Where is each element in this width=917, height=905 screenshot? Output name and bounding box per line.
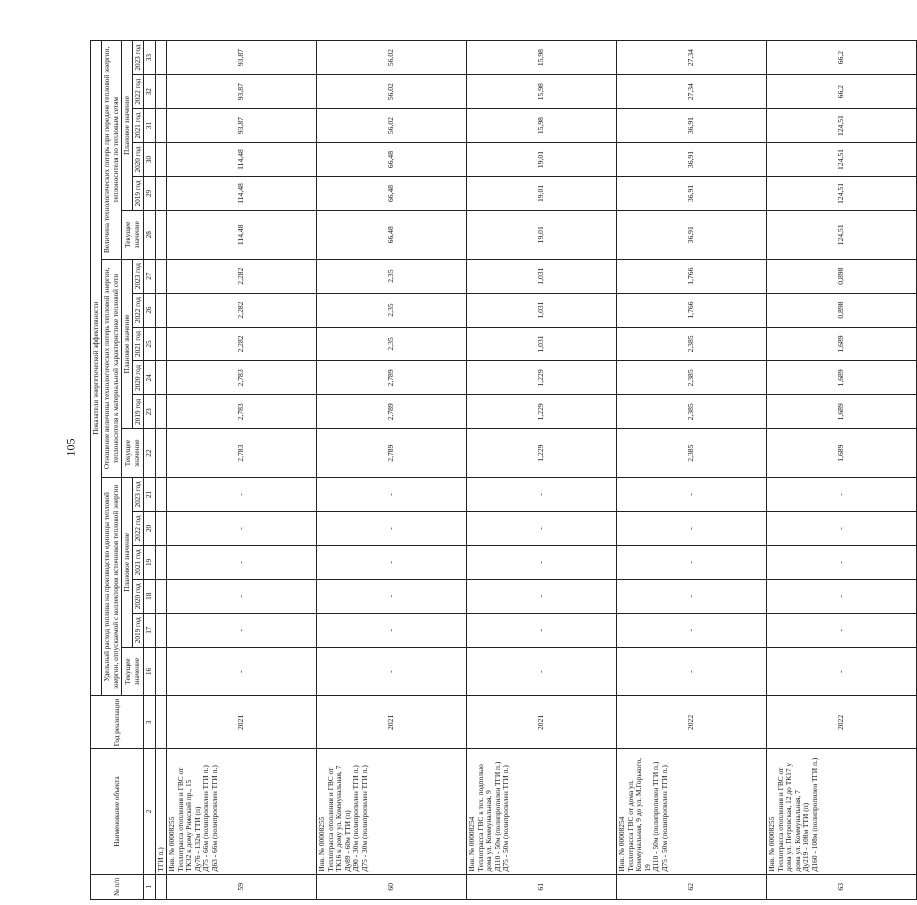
header-year: Год реализации [91,696,144,749]
value-cell: 1,031 [467,259,617,293]
value-cell: 15,98 [467,75,617,109]
value-cell: 1,689 [767,429,917,478]
value-cell: 36,91 [617,210,767,259]
header-losses-group: Величина технологических потерь при передаче тепловой энергии, теплоносителя по тепловым сетям [102,41,122,260]
implementation-year [155,696,167,749]
value-cell: 1,766 [617,259,767,293]
value-cell: - [617,545,767,579]
value-cell: 114,48 [167,143,317,177]
header-current: Текущее значение [121,429,144,478]
value-cell: 56,02 [317,75,467,109]
header-energy-group: Показатели энергетической эффективности [91,41,102,696]
value-cell [155,545,167,579]
value-cell: 56,02 [317,41,467,75]
value-cell: 1,031 [467,293,617,327]
column-number-cell: 24 [144,361,155,395]
value-cell: - [767,478,917,512]
value-cell: 27,34 [617,75,767,109]
header-year-cell: 2020 год [133,361,144,395]
implementation-year: 2022 [617,696,767,749]
value-cell: 1,229 [467,361,617,395]
value-cell: - [167,579,317,613]
value-cell [155,361,167,395]
value-cell: 2,282 [167,259,317,293]
column-number-cell: 29 [144,176,155,210]
value-cell: - [167,511,317,545]
value-cell: - [617,613,767,647]
value-cell: 1,689 [767,395,917,429]
page-number: 105 [63,438,78,457]
object-name: Инв. № 00008255 Теплотрасса отопления и ГВС от дома ул. Петровская, 12 до ТК17 у дома ул. Коммунальная, 7 Ду219 - 108м ТТИ (п) Д160 - 108м (полипропилен ТГИ п.) [767,749,917,874]
value-cell: - [167,613,317,647]
header-year-cell: 2022 год [133,293,144,327]
value-cell [155,41,167,75]
value-cell: 66,48 [317,210,467,259]
value-cell: - [767,579,917,613]
value-cell: 2,282 [167,293,317,327]
row-number: 61 [467,874,617,899]
column-number-cell: 31 [144,109,155,143]
row-number [155,874,167,899]
column-number-row [144,41,155,900]
column-number-cell: 18 [144,579,155,613]
header-year-cell: 2020 год [133,579,144,613]
value-cell: - [317,613,467,647]
column-number-cell: 26 [144,293,155,327]
column-number-cell: 33 [144,41,155,75]
column-number-cell: 23 [144,395,155,429]
value-cell: 19,01 [467,143,617,177]
implementation-year: 2022 [767,696,917,749]
header-name: Наименование объекта [91,749,144,874]
header-year-cell: 2019 год [133,176,144,210]
value-cell: 2,35 [317,293,467,327]
value-cell: 1,229 [467,429,617,478]
object-name: Инв. № 00008255 Теплотрасса отопления и ГВС от ТК16 к дому ул. Коммунальная, 7 Ду89 - 60м ТТИ (п) Д90 - 30м (полипропилен ТГИ п.) Д75 - 30м (полипропилен ТГИ п.) [317,749,467,874]
implementation-year: 2021 [167,696,317,749]
value-cell: - [317,647,467,696]
value-cell [155,75,167,109]
value-cell: 2,385 [617,327,767,361]
header-current: Текущее значение [121,210,144,259]
value-cell: 93,87 [167,109,317,143]
header-year-cell: 2022 год [133,75,144,109]
value-cell: - [617,647,767,696]
value-cell [155,176,167,210]
value-cell [155,395,167,429]
row-number: 63 [767,874,917,899]
value-cell: - [167,545,317,579]
value-cell: - [317,478,467,512]
value-cell: - [467,478,617,512]
value-cell: 36,91 [617,109,767,143]
implementation-year: 2021 [467,696,617,749]
value-cell: - [167,647,317,696]
value-cell [155,109,167,143]
value-cell: 124,51 [767,109,917,143]
table-row [155,41,167,900]
column-number-cell: 25 [144,327,155,361]
value-cell: 1,689 [767,361,917,395]
value-cell: 2,35 [317,259,467,293]
value-cell: 1,229 [467,395,617,429]
value-cell [155,647,167,696]
value-cell: - [767,545,917,579]
value-cell: 66,48 [317,143,467,177]
column-number-cell: 16 [144,647,155,696]
value-cell: - [767,511,917,545]
column-number-cell: 20 [144,511,155,545]
object-name: ТГИ п.) [155,749,167,874]
header-year-cell: 2019 год [133,613,144,647]
value-cell: 2,35 [317,327,467,361]
value-cell [155,143,167,177]
value-cell: 124,51 [767,143,917,177]
row-number: 60 [317,874,467,899]
table-row [167,41,317,900]
header-year-cell: 2023 год [133,41,144,75]
value-cell: 114,48 [167,176,317,210]
object-name: Инв. № 00008254 Теплотрасса ГВС от дома ул. Коммунальная, 9 до ул. М.Горького, 19 Д110 - 50м (полипропилен ТГИ п.) Д75 - 50м (полипропилен ТГИ п.) [617,749,767,874]
header-row-1 [91,41,102,900]
value-cell: - [467,579,617,613]
value-cell: - [467,613,617,647]
value-cell [155,478,167,512]
value-cell: 1,689 [767,327,917,361]
header-current: Текущее значение [121,647,144,696]
value-cell: 19,01 [467,176,617,210]
header-fuel-group: Удельный расход топлива на производство единицы тепловой энергии, отпускаемой с коллекторов источников тепловой энергии [102,478,122,696]
header-year-cell: 2022 год [133,511,144,545]
value-cell: 93,87 [167,41,317,75]
header-num: № п/п [91,874,144,899]
value-cell: 2,789 [317,361,467,395]
value-cell: 36,91 [617,143,767,177]
value-cell: 19,01 [467,210,617,259]
value-cell [155,511,167,545]
value-cell: 0,898 [767,259,917,293]
value-cell [155,613,167,647]
value-cell: - [467,545,617,579]
value-cell: 36,91 [617,176,767,210]
value-cell: - [467,511,617,545]
column-number-cell: 30 [144,143,155,177]
value-cell [155,293,167,327]
header-year-cell: 2020 год [133,143,144,177]
header-planned: Плановое значение [121,478,132,648]
value-cell [155,579,167,613]
value-cell: 1,031 [467,327,617,361]
value-cell: 15,98 [467,41,617,75]
header-year-cell: 2021 год [133,327,144,361]
value-cell [155,210,167,259]
value-cell: 114,48 [167,210,317,259]
value-cell: 27,34 [617,41,767,75]
column-number-cell: 17 [144,613,155,647]
value-cell: - [317,511,467,545]
value-cell: 2,783 [167,395,317,429]
value-cell: 2,385 [617,429,767,478]
value-cell: 2,789 [317,429,467,478]
header-year-cell: 2019 год [133,395,144,429]
header-year-cell: 2023 год [133,259,144,293]
column-number-cell: 28 [144,210,155,259]
value-cell: 2,783 [167,429,317,478]
table-row [617,41,767,900]
column-number-cell: 2 [144,749,155,874]
rotated-table-container [90,40,846,900]
table-row [317,41,467,900]
value-cell: 2,385 [617,361,767,395]
table-row [767,41,917,900]
value-cell: 124,51 [767,210,917,259]
row-number: 62 [617,874,767,899]
column-number-cell: 21 [144,478,155,512]
value-cell: - [617,511,767,545]
energy-efficiency-table [90,40,917,900]
header-planned: Плановое значение [121,41,132,211]
value-cell: - [617,579,767,613]
value-cell: 93,87 [167,75,317,109]
header-year-cell: 2021 год [133,109,144,143]
value-cell [155,259,167,293]
column-number-cell: 1 [144,874,155,899]
value-cell: 15,98 [467,109,617,143]
header-planned: Плановое значение [121,259,132,429]
column-number-cell: 22 [144,429,155,478]
value-cell: 66,2 [767,41,917,75]
implementation-year: 2021 [317,696,467,749]
column-number-cell: 19 [144,545,155,579]
row-number: 59 [167,874,317,899]
value-cell: - [767,613,917,647]
value-cell: 2,282 [167,327,317,361]
header-year-cell: 2023 год [133,478,144,512]
column-number-cell: 27 [144,259,155,293]
value-cell: - [317,545,467,579]
header-year-cell: 2021 год [133,545,144,579]
value-cell: - [617,478,767,512]
value-cell: 66,48 [317,176,467,210]
column-number-cell: 3 [144,696,155,749]
value-cell: 2,783 [167,361,317,395]
value-cell: 2,789 [317,395,467,429]
value-cell: 124,51 [767,176,917,210]
value-cell: 56,02 [317,109,467,143]
value-cell: 2,385 [617,395,767,429]
value-cell: - [467,647,617,696]
header-ratio-group: Отношение величины технологических потерь тепловой энергии, теплоносителя к материальной характеристике тепловой сети [102,259,122,477]
value-cell: 66,2 [767,75,917,109]
column-number-cell: 32 [144,75,155,109]
value-cell: - [767,647,917,696]
object-name: Инв. № 00008254 Теплотрасса ГВС к тех. подполью дома ул. Коммунальная, 9 Д110 - 50м (полипропилен ТГИ п.) Д75 - 50м (полипропилен ТГИ п.) [467,749,617,874]
value-cell: 1,766 [617,293,767,327]
value-cell [155,429,167,478]
object-name: Инв. № 00008255 Теплотрасса отопления и ГВС от ТК32 к дому Рижский пр., 15 Ду76 - 132м ТТИ (п) Д75 - 66м (полипропилен ТГИ п.) Д63 - 66м (полипропилен ТГИ п.) [167,749,317,874]
value-cell: - [167,478,317,512]
value-cell: - [317,579,467,613]
value-cell [155,327,167,361]
table-row [467,41,617,900]
value-cell: 0,898 [767,293,917,327]
